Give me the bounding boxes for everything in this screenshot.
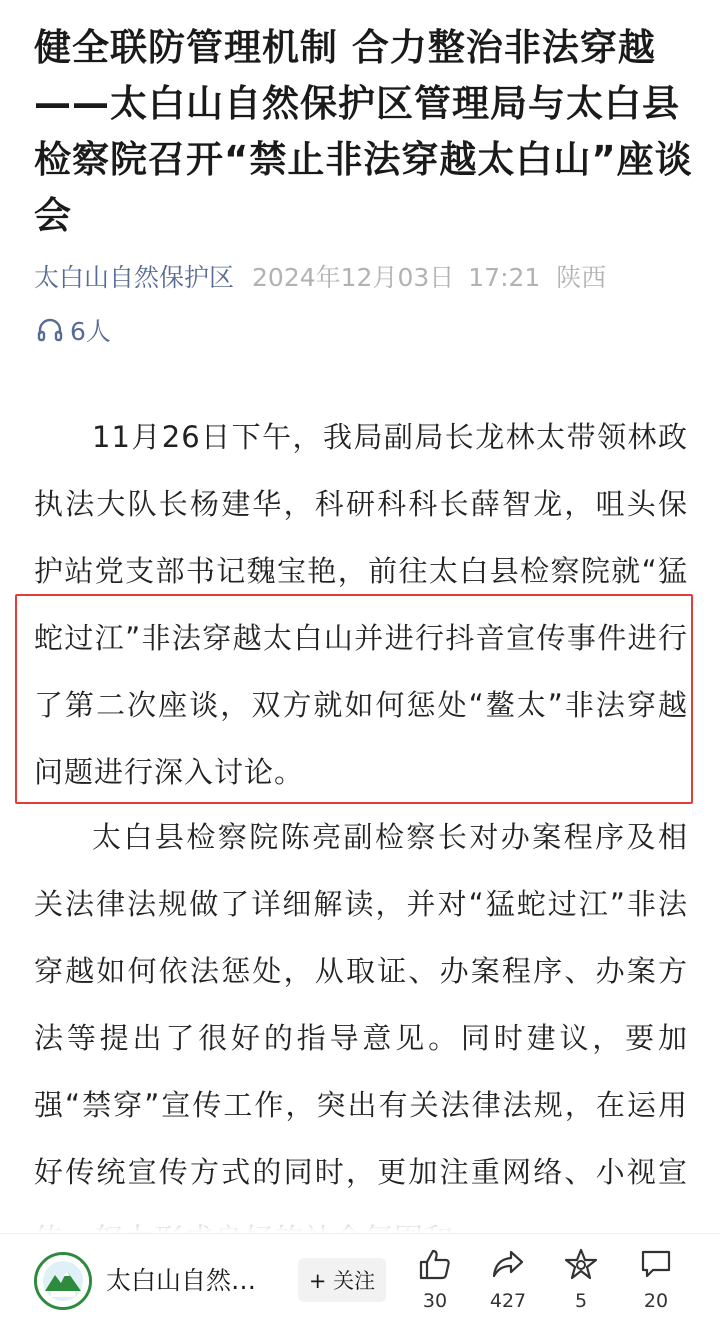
article-paragraph-2: 太白县检察院陈亮副检察长对办案程序及相关法律法规做了详细解读，并对“猛蛇过江”非法穿越如何依法惩处，从取证、办案程序、办案方法等提出了很好的指导意见。同时建议，要加强“禁穿”宣传工作，突出有关法律法规，在运用好传统宣传方式的同时，更加注重网络、小视宣 [34,820,688,1189]
share-count: 427 [489,1290,527,1312]
comment-button[interactable] [626,1248,686,1312]
thumbs-up-icon [418,1248,452,1280]
headphones-icon [36,317,64,343]
article-meta [34,256,714,300]
article-title: 健全联防管理机制 合力整治非法穿越——太白山自然保护区管理局与太白县检察院召开“禁止非法穿越太白山”座谈会 [34,26,693,237]
like-count: 30 [422,1290,448,1312]
favorite-button[interactable] [551,1248,611,1312]
listen-count[interactable] [36,308,111,352]
publish-time: 17:21 [468,263,541,292]
like-button[interactable] [405,1248,465,1312]
listen-count-label: 6人 [70,317,111,346]
share-button[interactable] [478,1248,538,1312]
article-paragraph-1: 11月26日下午，我局副局长龙林太带领林政执法大队长杨建华，科研科科长薛智龙，咀头保护站党支部书记魏宝艳，前往太白县检察院就“猛蛇过江”非法穿越太白山并进行抖音宣传事件进行了第二次座谈，双方就如何惩处“鳌太”非法穿越问题进行深入讨论。 [34,420,688,789]
bottom-action-bar [0,1233,720,1343]
publish-date: 2024年12月03日 [252,263,455,292]
account-name[interactable]: 太白山自然… [106,1266,257,1295]
comment-count: 20 [643,1290,669,1312]
star-count: 5 [574,1290,588,1312]
publish-location: 陕西 [556,263,607,292]
bottom-fade [0,1200,720,1234]
logo-icon [37,1255,89,1307]
source-link[interactable]: 太白山自然保护区 [34,263,235,292]
account-avatar[interactable] [34,1252,92,1310]
follow-button[interactable]: + 关注 [298,1258,386,1302]
share-icon [491,1248,525,1280]
star-icon [564,1248,598,1280]
comment-icon [639,1248,673,1280]
